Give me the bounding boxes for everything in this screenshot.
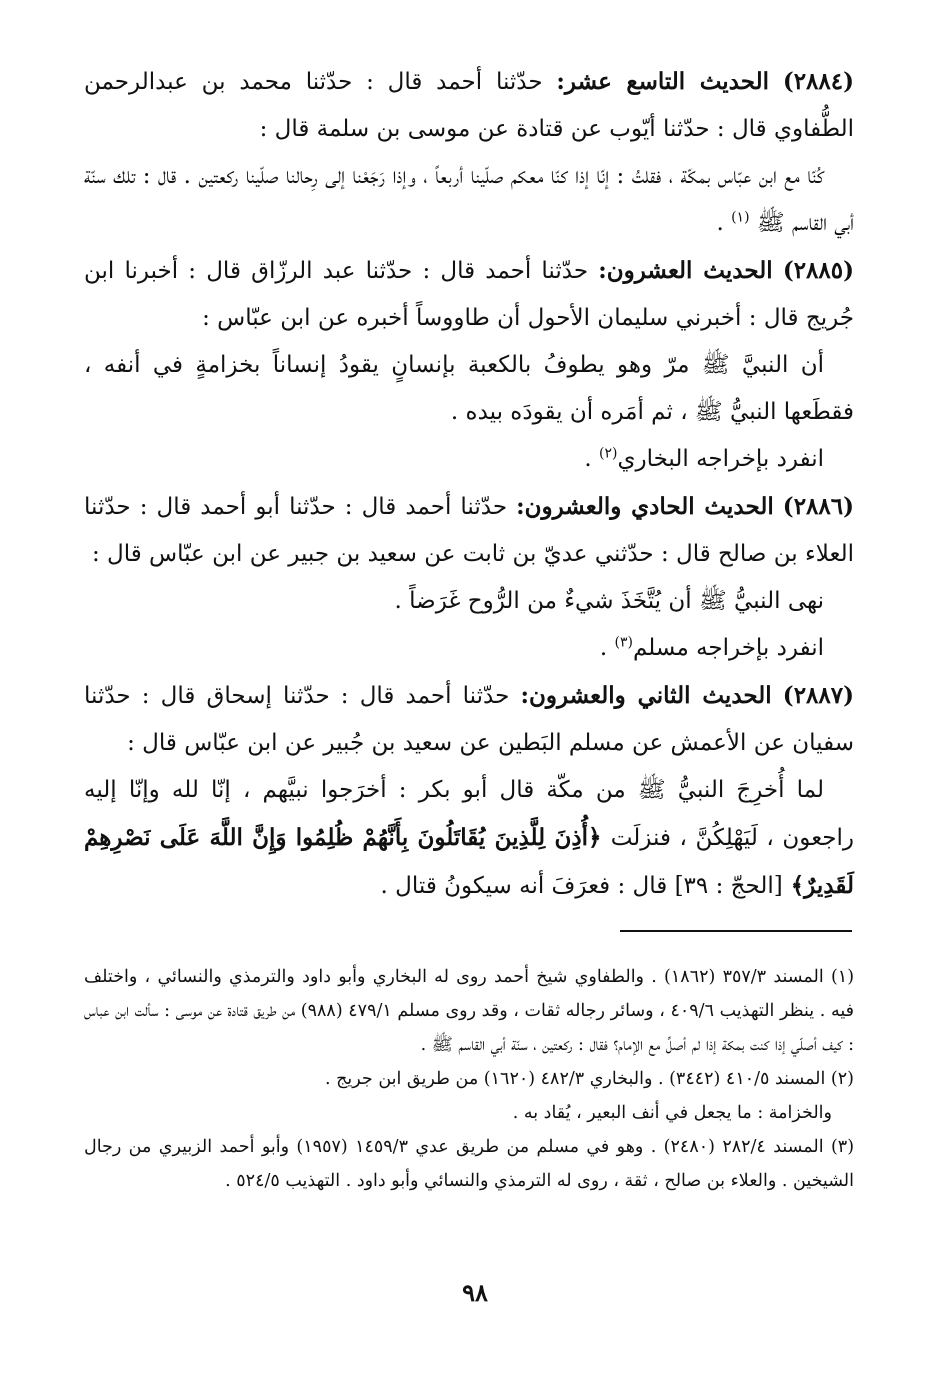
hadith-takhrij — [84, 436, 854, 483]
hadith-isnad: حدّثنا أحمد قال : حدّثنا أبو أحمد قال : حدّثنا العلاء بن صالح قال : حدّثني عديّ بن ثابت عن سعيد بن جبير عن ابن عبّاس قال : — [84, 494, 854, 567]
hadith-2886 — [84, 483, 854, 578]
page-number: ٩٨ — [462, 1278, 488, 1307]
footnote-ref: (٣) — [614, 634, 633, 651]
footnote-ref: (١) — [731, 209, 750, 226]
hadith-number: (٢٨٨٥) — [782, 257, 855, 284]
matn-tail: . — [716, 210, 732, 236]
hadith-number: (٢٨٨٤) — [782, 68, 855, 95]
footnote-1: (١) المسند ٣٥٧/٣ (١٨٦٢) . والطفاوي شيخ أحمد روى له البخاري وأبو داود والترمذي والنسائي ، واختلف فيه . ينظر التهذيب ٤٠٩/٦ ، وسائر رجاله ثقات ، وقد روى مسلم ٤٧٩/١ (٩٨٨) من طريق قتادة عن موسى : سألت ابن عباس : كيف أصلّي إذا كنت بمكة إذا لم أصلِّ مع الإمام؟ فقال : ركعتين ، سنّة أبي القاسم ﷺ . — [84, 967, 855, 1055]
footnotes — [84, 960, 854, 1198]
hadith-matn — [84, 578, 854, 625]
hadith-heading: الحديث العشرون: — [598, 257, 773, 284]
hadith-matn — [84, 342, 854, 436]
hadith-isnad: حدّثنا أحمد قال : حدّثنا عبد الرزّاق قال : أخبرنا ابن جُريج قال : أخبرني سليمان الأحول أن طاووساً أخبره عن ابن عبّاس : — [84, 258, 854, 331]
hadith-2884 — [84, 58, 854, 153]
matn-text: نهى النبيُّ ﷺ أن يُتَّخَذَ شيءٌ من الرُّوح غَرَضاً . — [394, 588, 824, 614]
hadith-matn — [84, 767, 854, 910]
matn-text: لما أُخرِجَ النبيُّ ﷺ من مكّة قال أبو بكر : أخرَجوا نبيَّهم ، إنّا لله وإنّا إليه راجعون ، لَيَهْلِكُنَّ ، فنزلَت — [84, 777, 854, 851]
hadith-2885 — [84, 247, 854, 342]
hadith-takhrij — [84, 625, 854, 672]
takhrij-tail: . — [599, 635, 615, 661]
footnote-3: (٣) المسند ٢٨٢/٤ (٢٤٨٠) . وهو في مسلم من طريق عدي ١٤٥٩/٣ (١٩٥٧) وأبو أحمد الزبيري من رجال الشيخين . والعلاء بن صالح ، ثقة ، روى له الترمذي والنسائي وأبو داود . التهذيب ٥٢٤/٥ . — [84, 1137, 855, 1191]
hadith-matn — [84, 153, 854, 247]
main-text — [84, 58, 854, 910]
footnote-ref: (٢) — [598, 445, 618, 462]
footnote-divider — [620, 930, 852, 932]
takhrij-text: انفرد بإخراجه البخاري — [617, 446, 824, 472]
matn-text: أن النبيَّ ﷺ مرّ وهو يطوفُ بالكعبة بإنسانٍ يقودُ إنساناً بخزامةٍ في أنفه ، فقطَعها النبيُّ ﷺ ، ثم أمَره أن يقودَه بيده . — [84, 352, 854, 425]
hadith-heading: الحديث التاسع عشر: — [556, 68, 769, 95]
takhrij-text: انفرد بإخراجه مسلم — [633, 635, 824, 661]
footnote-2: (٢) المسند ٤١٠/٥ (٣٤٤٢) . والبخاري ٤٨٢/٣ (١٦٢٠) من طريق ابن جريج . — [324, 1069, 854, 1089]
takhrij-tail: . — [584, 446, 599, 472]
hadith-heading: الحديث الحادي والعشرون: — [516, 493, 774, 520]
hadith-number: (٢٨٨٦) — [782, 493, 854, 520]
hadith-isnad: حدّثنا أحمد قال : حدّثنا محمد بن عبدالرحمن الطُّفاوي قال : حدّثنا أيّوب عن قتادة عن موسى بن سلمة قال : — [84, 69, 854, 142]
hadith-2887 — [84, 672, 854, 767]
hadith-isnad: حدّثنا أحمد قال : حدّثنا إسحاق قال : حدّثنا سفيان عن الأعمش عن مسلم البَطين عن سعيد بن جُبير عن ابن عبّاس قال : — [84, 683, 854, 756]
matn-text: كُنّا مع ابن عبّاس بمكّة ، فقلتُ : إنّا إذا كنّا معكم صلّينا أربعاً ، وإذا رَجَعْنا إلى رِحالنا صلّينا ركعتين . قال : تلك سنّة أبي القاسم ﷺ — [84, 163, 854, 236]
footnote-2-gloss: والخزامة : ما يجعل في أنف البعير ، يُقاد به . — [512, 1103, 832, 1123]
hadith-number: (٢٨٨٧) — [782, 682, 854, 709]
quran-verse: ﴿أُذِنَ لِلَّذِينَ يُقَاتَلُونَ بِأَنَّهُمْ ظُلِمُوا وَإِنَّ اللَّهَ عَلَى نَصْرِهِمْ لَقَدِيرٌ﴾ — [84, 824, 854, 899]
hadith-heading: الحديث الثاني والعشرون: — [520, 682, 772, 709]
matn-after: [الحجّ : ٣٩] قال : فعرَفَ أنه سيكونُ قتال . — [380, 873, 783, 899]
